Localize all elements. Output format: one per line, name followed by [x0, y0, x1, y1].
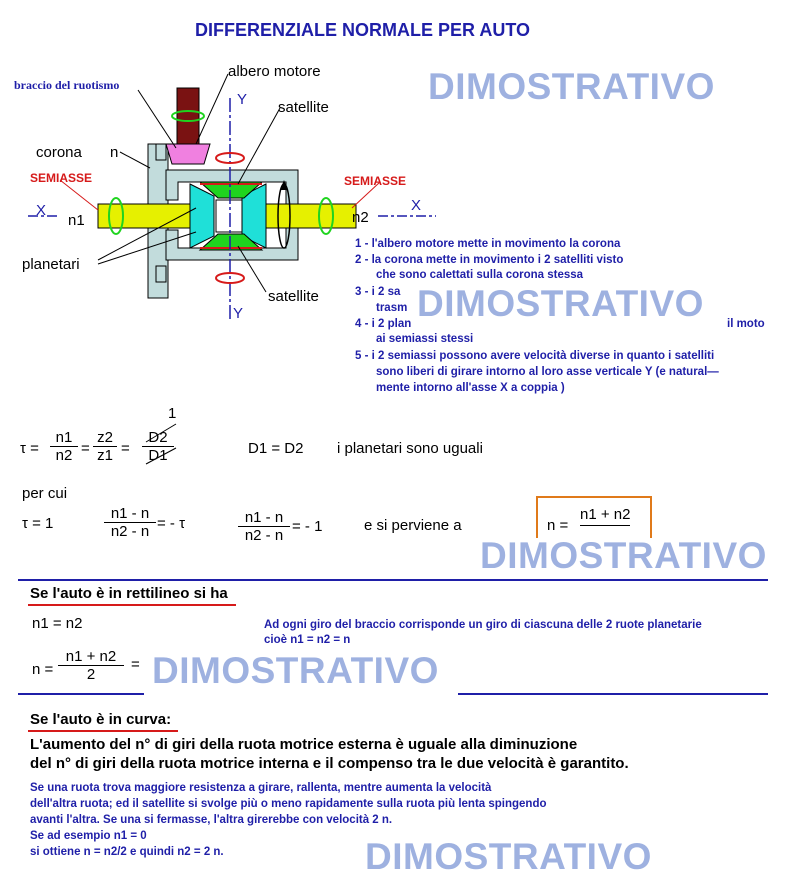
- eq-minus-tau: = - τ: [157, 515, 186, 532]
- per-cui: per cui: [22, 485, 68, 502]
- planetari-label: planetari: [22, 256, 80, 273]
- note-4: 4 - i 2 plan: [355, 318, 412, 330]
- simplified-one: 1: [168, 405, 177, 422]
- divider-1a: [18, 579, 470, 581]
- tau-symbol: τ =: [20, 440, 39, 457]
- frac-den: 2: [86, 666, 96, 683]
- note-3: 3 - i 2 sa: [355, 286, 401, 298]
- si-perviene: e si perviene a: [364, 517, 462, 534]
- right-shaft: [258, 204, 356, 228]
- n2-label: n2: [352, 209, 369, 226]
- x-axis-right-label: X: [411, 197, 422, 214]
- rettilineo-eq: =: [131, 656, 140, 673]
- cancel-strokes: [140, 418, 180, 468]
- curva-blue-2: dell'altra ruota; ed il satellite si svolge più o meno rapidamente sulla ruota più lenta spingendo: [30, 798, 547, 810]
- note-4-end: il moto: [727, 318, 765, 330]
- frac-n1-n2: [50, 429, 78, 464]
- frac-den: z1: [97, 447, 113, 464]
- braccio-label: braccio del ruotismo: [14, 78, 120, 92]
- result-n-eq: n =: [547, 517, 569, 534]
- pinion: [166, 144, 210, 164]
- note-2b: che sono calettati sulla corona stessa: [376, 269, 584, 281]
- note-5c: mente intorno all'asse X a coppia ): [376, 382, 565, 394]
- note-5b: sono liberi di girare intorno al loro asse verticale Y (e natural—: [376, 366, 719, 378]
- curva-text-1: L'aumento del n° di giri della ruota motrice esterna è uguale alla diminuzione: [30, 736, 578, 753]
- watermark: DIMOSTRATIVO: [480, 535, 767, 576]
- rettilineo-underline: [28, 604, 236, 606]
- semiasse-left-label: SEMIASSE: [30, 171, 93, 185]
- frac-num: z2: [97, 429, 113, 446]
- curva-heading: Se l'auto è in curva:: [30, 711, 172, 728]
- eq-minus-one: = - 1: [292, 518, 323, 535]
- d1-eq-d2: D1 = D2: [248, 440, 304, 457]
- curva-blue-1: Se una ruota trova maggiore resistenza a girare, rallenta, mentre aumenta la velocità: [30, 782, 492, 794]
- curva-text-2: del n° di giri della ruota motrice interna e il compenso tra le due velocità è garantito.: [30, 755, 629, 772]
- frac-num: n1: [55, 429, 73, 446]
- frac-z2-z1: [93, 429, 117, 464]
- frac-n1n-n2n-2: [238, 509, 290, 544]
- frac-num: n1 - n: [244, 509, 284, 526]
- rettilineo-frac: [58, 648, 124, 683]
- frac-n1n-n2n-1: [104, 505, 156, 540]
- frac-den: n2 - n: [244, 527, 284, 544]
- divider-2b: [458, 693, 768, 695]
- eq-sign-1: =: [81, 440, 90, 457]
- curva-blue-3: avanti l'altra. Se una si fermasse, l'altra girerebbe con velocità 2 n.: [30, 814, 393, 826]
- curva-underline: [28, 730, 178, 732]
- semiasse-right-label: SEMIASSE: [344, 174, 407, 188]
- n1-eq-n2: n1 = n2: [32, 615, 83, 632]
- curva-blue-4: Se ad esempio n1 = 0: [30, 830, 147, 842]
- divider-1b: [470, 579, 768, 581]
- note-4b: ai semiassi stessi: [376, 333, 474, 345]
- satellite-bottom-label: satellite: [268, 288, 319, 305]
- frac-num: n1 - n: [110, 505, 150, 522]
- tau-eq-1: τ = 1: [22, 515, 54, 532]
- left-shaft: [98, 204, 198, 228]
- frac-num: n1 + n2: [65, 648, 117, 665]
- note-5: 5 - i 2 semiassi possono avere velocità diverse in quanto i satelliti: [355, 350, 715, 362]
- watermark: DIMOSTRATIVO: [152, 650, 439, 691]
- result-numerator: n1 + n2: [580, 506, 630, 526]
- watermark: DIMOSTRATIVO: [417, 283, 704, 324]
- satellite-top-label: satellite: [278, 99, 329, 116]
- watermark: DIMOSTRATIVO: [365, 836, 652, 877]
- y-axis-top-label: Y: [237, 91, 248, 108]
- albero-label: albero motore: [228, 63, 321, 80]
- left-planetary: [190, 184, 214, 248]
- x-axis-left-label: X: [36, 202, 47, 219]
- n1-label: n1: [68, 212, 85, 229]
- curva-blue-5: si ottiene n = n2/2 e quindi n2 = 2 n.: [30, 846, 224, 858]
- watermark: DIMOSTRATIVO: [428, 66, 715, 107]
- note-2: 2 - la corona mette in movimento i 2 satelliti visto: [355, 254, 624, 266]
- rettilineo-n-eq: n =: [32, 661, 54, 678]
- frac-den: n2: [55, 447, 73, 464]
- divider-2a: [18, 693, 144, 695]
- y-axis-bottom-label: Y: [233, 305, 244, 322]
- motor-shaft: [177, 88, 199, 144]
- corona-n-label: n: [110, 144, 119, 161]
- frac-num: D2: [148, 429, 168, 446]
- rettilineo-note-1: Ad ogni giro del braccio corrisponde un giro di ciascuna delle 2 ruote planetarie: [264, 619, 702, 631]
- eq-sign-2: =: [121, 440, 130, 457]
- note-3b: trasm: [376, 302, 408, 314]
- rettilineo-heading: Se l'auto è in rettilineo si ha: [30, 585, 228, 602]
- rettilineo-note-2: cioè n1 = n2 = n: [264, 634, 351, 646]
- frac-den: D1: [148, 447, 168, 464]
- corona-label: corona: [36, 144, 82, 161]
- page-title: DIFFERENZIALE NORMALE PER AUTO: [195, 20, 531, 40]
- note-1: 1 - l'albero motore mette in movimento la corona: [355, 238, 621, 250]
- planetari-uguali: i planetari sono uguali: [337, 440, 483, 457]
- frac-den: n2 - n: [110, 523, 150, 540]
